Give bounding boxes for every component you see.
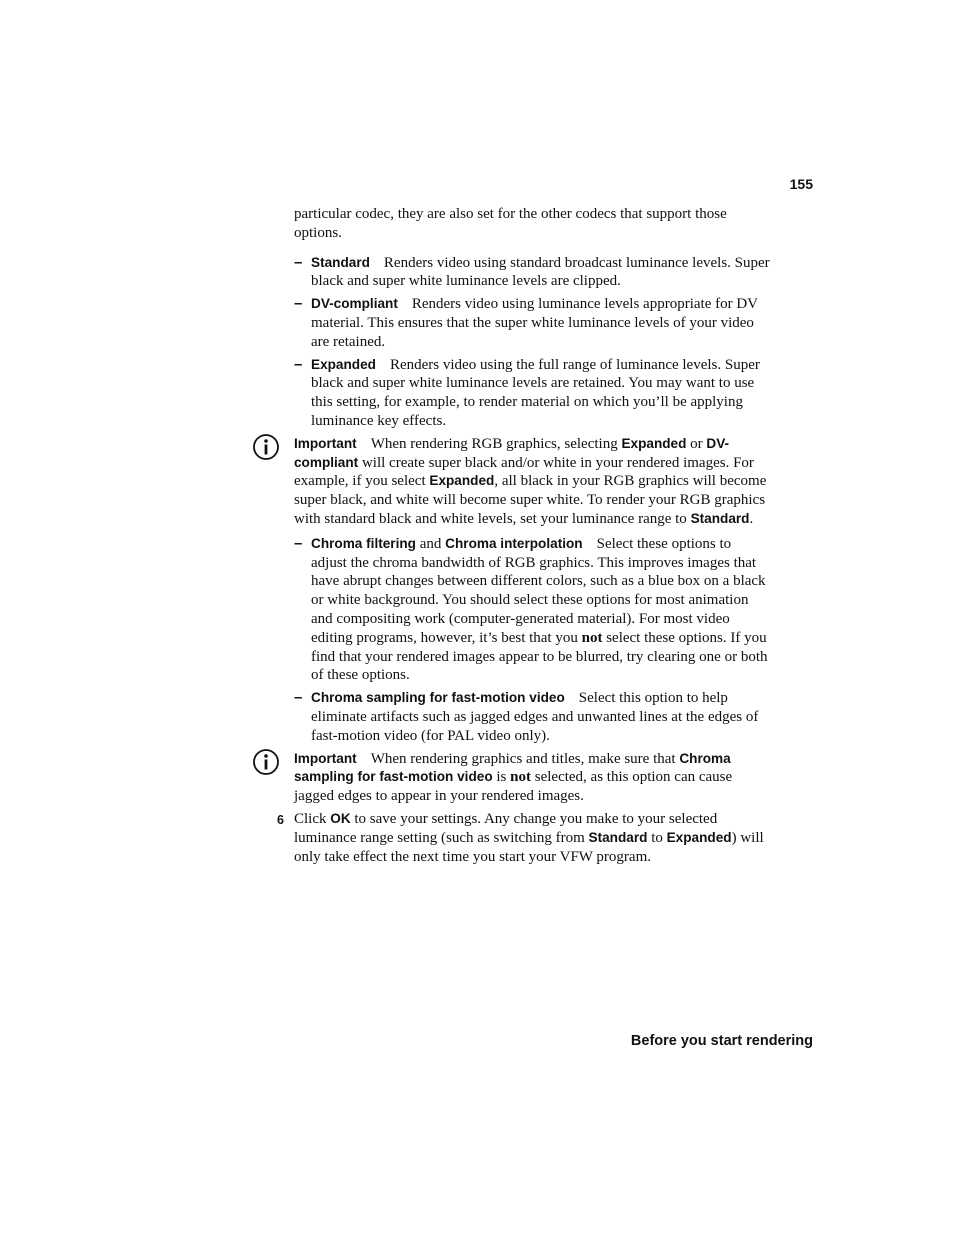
step-bold: OK bbox=[330, 810, 351, 826]
note-bold: DV-compliant bbox=[294, 435, 730, 470]
term-dv-compliant: DV-compliant bbox=[311, 296, 398, 312]
list-item-chroma-sampling bbox=[294, 689, 770, 745]
note-text: When rendering graphics and titles, make sure that bbox=[370, 750, 676, 767]
page-content bbox=[277, 205, 770, 866]
note-text: When rendering RGB graphics, selecting bbox=[370, 435, 618, 452]
term-expanded: Expanded bbox=[311, 356, 376, 372]
info-circle-icon bbox=[252, 748, 280, 776]
list-item-dv-compliant bbox=[294, 295, 770, 351]
step-number: 6 bbox=[277, 812, 284, 827]
term-chroma-filtering: Chroma filtering bbox=[311, 535, 416, 551]
note-text: is bbox=[496, 769, 507, 786]
step-6 bbox=[277, 810, 770, 866]
term-chroma-interpolation: Chroma interpolation bbox=[445, 535, 583, 551]
note-text: will create super black and/or white in your rendered images. For example, if you select bbox=[294, 454, 754, 490]
step-text: ) will only take effect the next time you start your VFW program. bbox=[294, 829, 764, 865]
list-item-standard bbox=[294, 254, 770, 292]
important-note-chroma bbox=[294, 750, 770, 806]
step-text: Click bbox=[294, 810, 327, 827]
note-text: selected, as this option can cause jagged edges to appear in your rendered images. bbox=[294, 769, 733, 805]
luminance-options-list bbox=[294, 254, 770, 431]
step-text: to bbox=[651, 829, 663, 846]
note-text: , all black in your RGB graphics will become super black, and white will become super white. To render your RGB graphics with standard black and white levels, set your luminance range to bbox=[294, 473, 767, 527]
note-bold: Expanded bbox=[429, 473, 495, 489]
description-dv-compliant: Renders video using luminance levels appropriate for DV material. This ensures that the super white luminance levels of your video are retained. bbox=[311, 296, 758, 350]
term-standard: Standard bbox=[311, 254, 370, 270]
chroma-options-list bbox=[294, 535, 770, 746]
running-footer: Before you start rendering bbox=[630, 1033, 813, 1049]
term-joiner: and bbox=[419, 535, 442, 552]
emphasis-not: not bbox=[510, 769, 531, 786]
list-item-chroma-filtering bbox=[294, 535, 770, 685]
note-bold: Standard bbox=[690, 510, 750, 526]
step-bold: Expanded bbox=[666, 829, 732, 845]
note-label: Important bbox=[294, 435, 357, 451]
note-bold: Chroma sampling for fast-motion video bbox=[294, 750, 731, 785]
description-chroma-sampling: Select this option to help eliminate artifacts such as jagged edges and unwanted lines at the edges of fast-motion video (for PAL video only). bbox=[311, 690, 759, 744]
note-label: Important bbox=[294, 750, 357, 766]
list-item-expanded bbox=[294, 356, 770, 431]
info-circle-icon bbox=[252, 433, 280, 461]
step-bold: Standard bbox=[588, 829, 648, 845]
step-text: to save your settings. Any change you make to your selected luminance range setting (such as switching from bbox=[294, 810, 718, 846]
description-chroma-filtering: Select these options to adjust the chroma bandwidth of RGB graphics. This improves images that have abrupt changes between different colors, such as a blue box on a black or white background. You should select these options for most animation and compositing work (computer-generated material). For most video editing programs, however, it’s best that you bbox=[311, 535, 766, 646]
note-bold: Expanded bbox=[621, 435, 687, 451]
description-expanded: Renders video using the full range of luminance levels. Super black and super white luminance levels are retained. You may want to use this setting, for example, to render material on which you’ll be applying luminance key effects. bbox=[311, 356, 760, 429]
important-note-rgb bbox=[294, 435, 770, 529]
intro-paragraph: particular codec, they are also set for the other codecs that support those options. bbox=[294, 206, 727, 241]
note-text: or bbox=[690, 435, 703, 452]
description-chroma-filtering-cont: select these options. If you find that your rendered images appear to be blurred, try clearing one or both of these options. bbox=[311, 629, 768, 684]
emphasis-not: not bbox=[581, 629, 603, 646]
page-number: 155 bbox=[789, 176, 813, 192]
note-text: . bbox=[749, 510, 754, 527]
term-chroma-sampling: Chroma sampling for fast-motion video bbox=[311, 690, 565, 706]
description-standard: Renders video using standard broadcast luminance levels. Super black and super white luminance levels are clipped. bbox=[311, 254, 770, 290]
